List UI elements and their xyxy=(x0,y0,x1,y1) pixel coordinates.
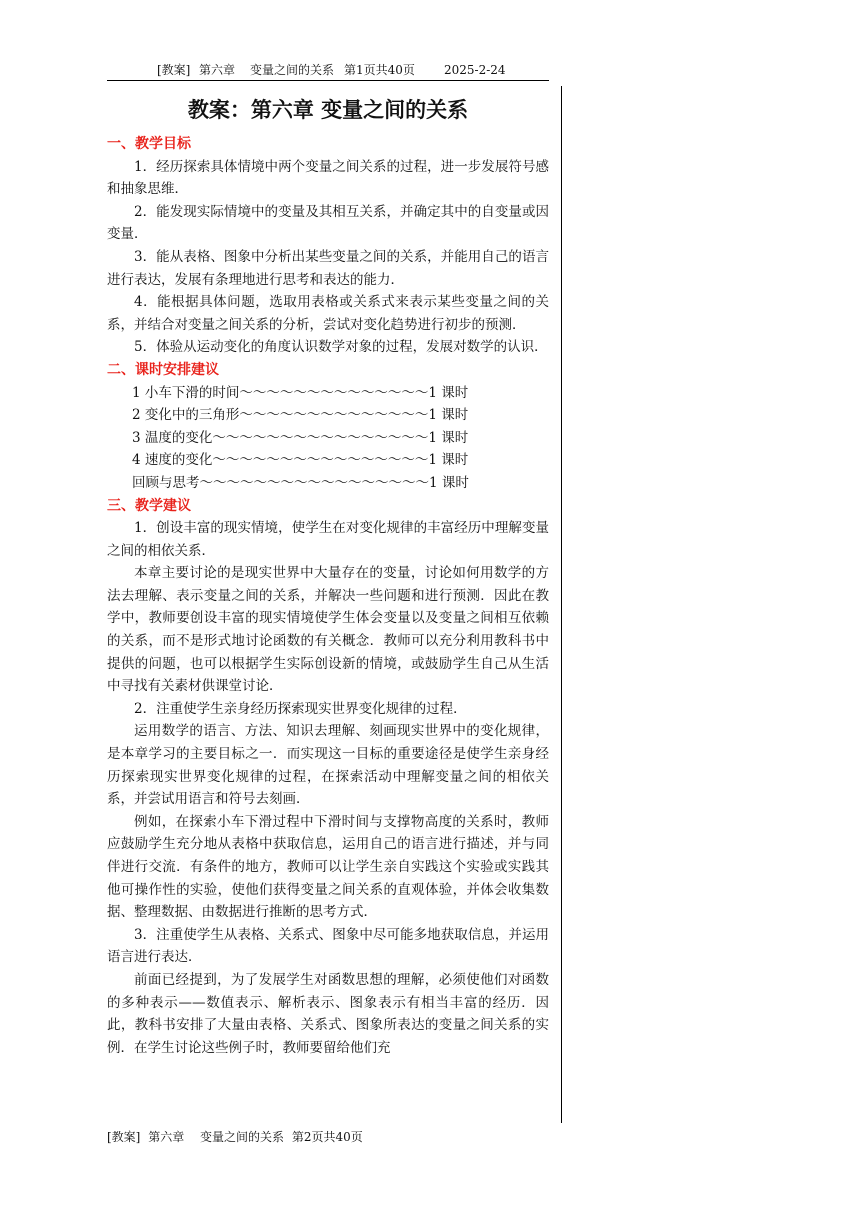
section-heading-suggestions: 三、教学建议 xyxy=(107,497,191,514)
suggestion-paragraph: 3．注重使学生从表格、关系式、图象中尽可能多地获取信息，并运用语言进行表达． xyxy=(107,926,549,966)
suggestion-paragraph: 例如，在探索小车下滑过程中下滑时间与支撑物高度的关系时，教师应鼓励学生充分地从表格中获取信息，运用自己的语言进行描述，并与同伴进行交流．有条件的地方，教师可以让学生亲自实践这个实验或实践其他可操作性的实验，使他们获得变量之间关系的直观体验，并体会收集数据、整理数据、由数据进行推断的思考方式． xyxy=(107,813,549,921)
footer-chapter: 第六章 xyxy=(148,1130,185,1144)
header-title: 变量之间的关系 xyxy=(250,63,335,77)
footer-label: [教案] xyxy=(107,1130,141,1144)
header-chapter: 第六章 xyxy=(199,63,236,77)
suggestion-paragraph: 本章主要讨论的是现实世界中大量存在的变量，讨论如何用数学的方法去理解、表示变量之间的关系，并解决一些问题和进行预测．因此在教学中，教师要创设丰富的现实情境使学生体会变量以及变量之间相互依赖的关系，而不是形式地讨论函数的有关概念．教师可以充分利用教科书中提供的问题，也可以根据学生实际创设新的情境，或鼓励学生自己从生活中寻找有关素材供课堂讨论． xyxy=(107,565,549,695)
header-date: 2025-2-24 xyxy=(444,63,506,77)
objective-item: 3．能从表格、图象中分析出某些变量之间的关系，并能用自己的语言进行表达，发展有条理地进行思考和表达的能力． xyxy=(107,248,549,288)
objective-item: 4．能根据具体问题，选取用表格或关系式来表示某些变量之间的关系，并结合对变量之间关系的分析，尝试对变化趋势进行初步的预测． xyxy=(107,294,549,333)
page-footer xyxy=(107,1129,363,1145)
suggestion-paragraph: 1．创设丰富的现实情境，使学生在对变化规律的丰富经历中理解变量之间的相依关系． xyxy=(107,520,549,559)
objective-item: 2．能发现实际情境中的变量及其相互关系，并确定其中的自变量或因变量． xyxy=(107,203,549,243)
footer-page: 第2页共40页 xyxy=(291,1130,363,1144)
page-header xyxy=(107,62,549,81)
schedule-item: 4 速度的变化～～～～～～～～～～～～～～～～1 课时 xyxy=(132,452,469,469)
objective-item: 1．经历探索具体情境中两个变量之间关系的过程，进一步发展符号感和抽象思维． xyxy=(107,158,549,198)
section-heading-schedule: 二、课时安排建议 xyxy=(107,361,219,378)
schedule-item: 1 小车下滑的时间～～～～～～～～～～～～～～1 课时 xyxy=(132,384,469,401)
header-label: [教案] xyxy=(157,63,191,77)
page-title: 教案：第六章 变量之间的关系 xyxy=(187,98,469,122)
footer-title: 变量之间的关系 xyxy=(200,1130,285,1144)
suggestion-paragraph: 前面已经提到，为了发展学生对函数思想的理解，必须使他们对函数的多种表示——数值表示、解析表示、图象表示有相当丰富的经历．因此，教科书安排了大量由表格、关系式、图象所表达的变量之间关系的实例．在学生讨论这些例子时，教师要留给他们充 xyxy=(107,971,549,1056)
suggestion-paragraph: 2．注重使学生亲身经历探索现实世界变化规律的过程． xyxy=(134,700,467,717)
section-heading-objectives: 一、教学目标 xyxy=(107,136,191,152)
schedule-item: 2 变化中的三角形～～～～～～～～～～～～～～1 课时 xyxy=(132,407,469,424)
document-body xyxy=(107,133,549,1059)
suggestion-paragraph: 运用数学的语言、方法、知识去理解、刻画现实世界中的变化规律，是本章学习的主要目标之一．而实现这一目标的重要途径是使学生亲身经历探索现实世界变化规律的过程，在探索活动中理解变量之间的相依关系，并尝试用语言和符号去刻画． xyxy=(107,723,549,808)
schedule-item: 3 温度的变化～～～～～～～～～～～～～～～～1 课时 xyxy=(132,429,469,446)
objective-item: 5．体验从运动变化的角度认识数学对象的过程，发展对数学的认识． xyxy=(134,339,548,356)
margin-rule xyxy=(561,86,562,1123)
header-page: 第1页共40页 xyxy=(344,63,415,77)
schedule-item: 回顾与思考～～～～～～～～～～～～～～～～～1 课时 xyxy=(132,474,469,491)
